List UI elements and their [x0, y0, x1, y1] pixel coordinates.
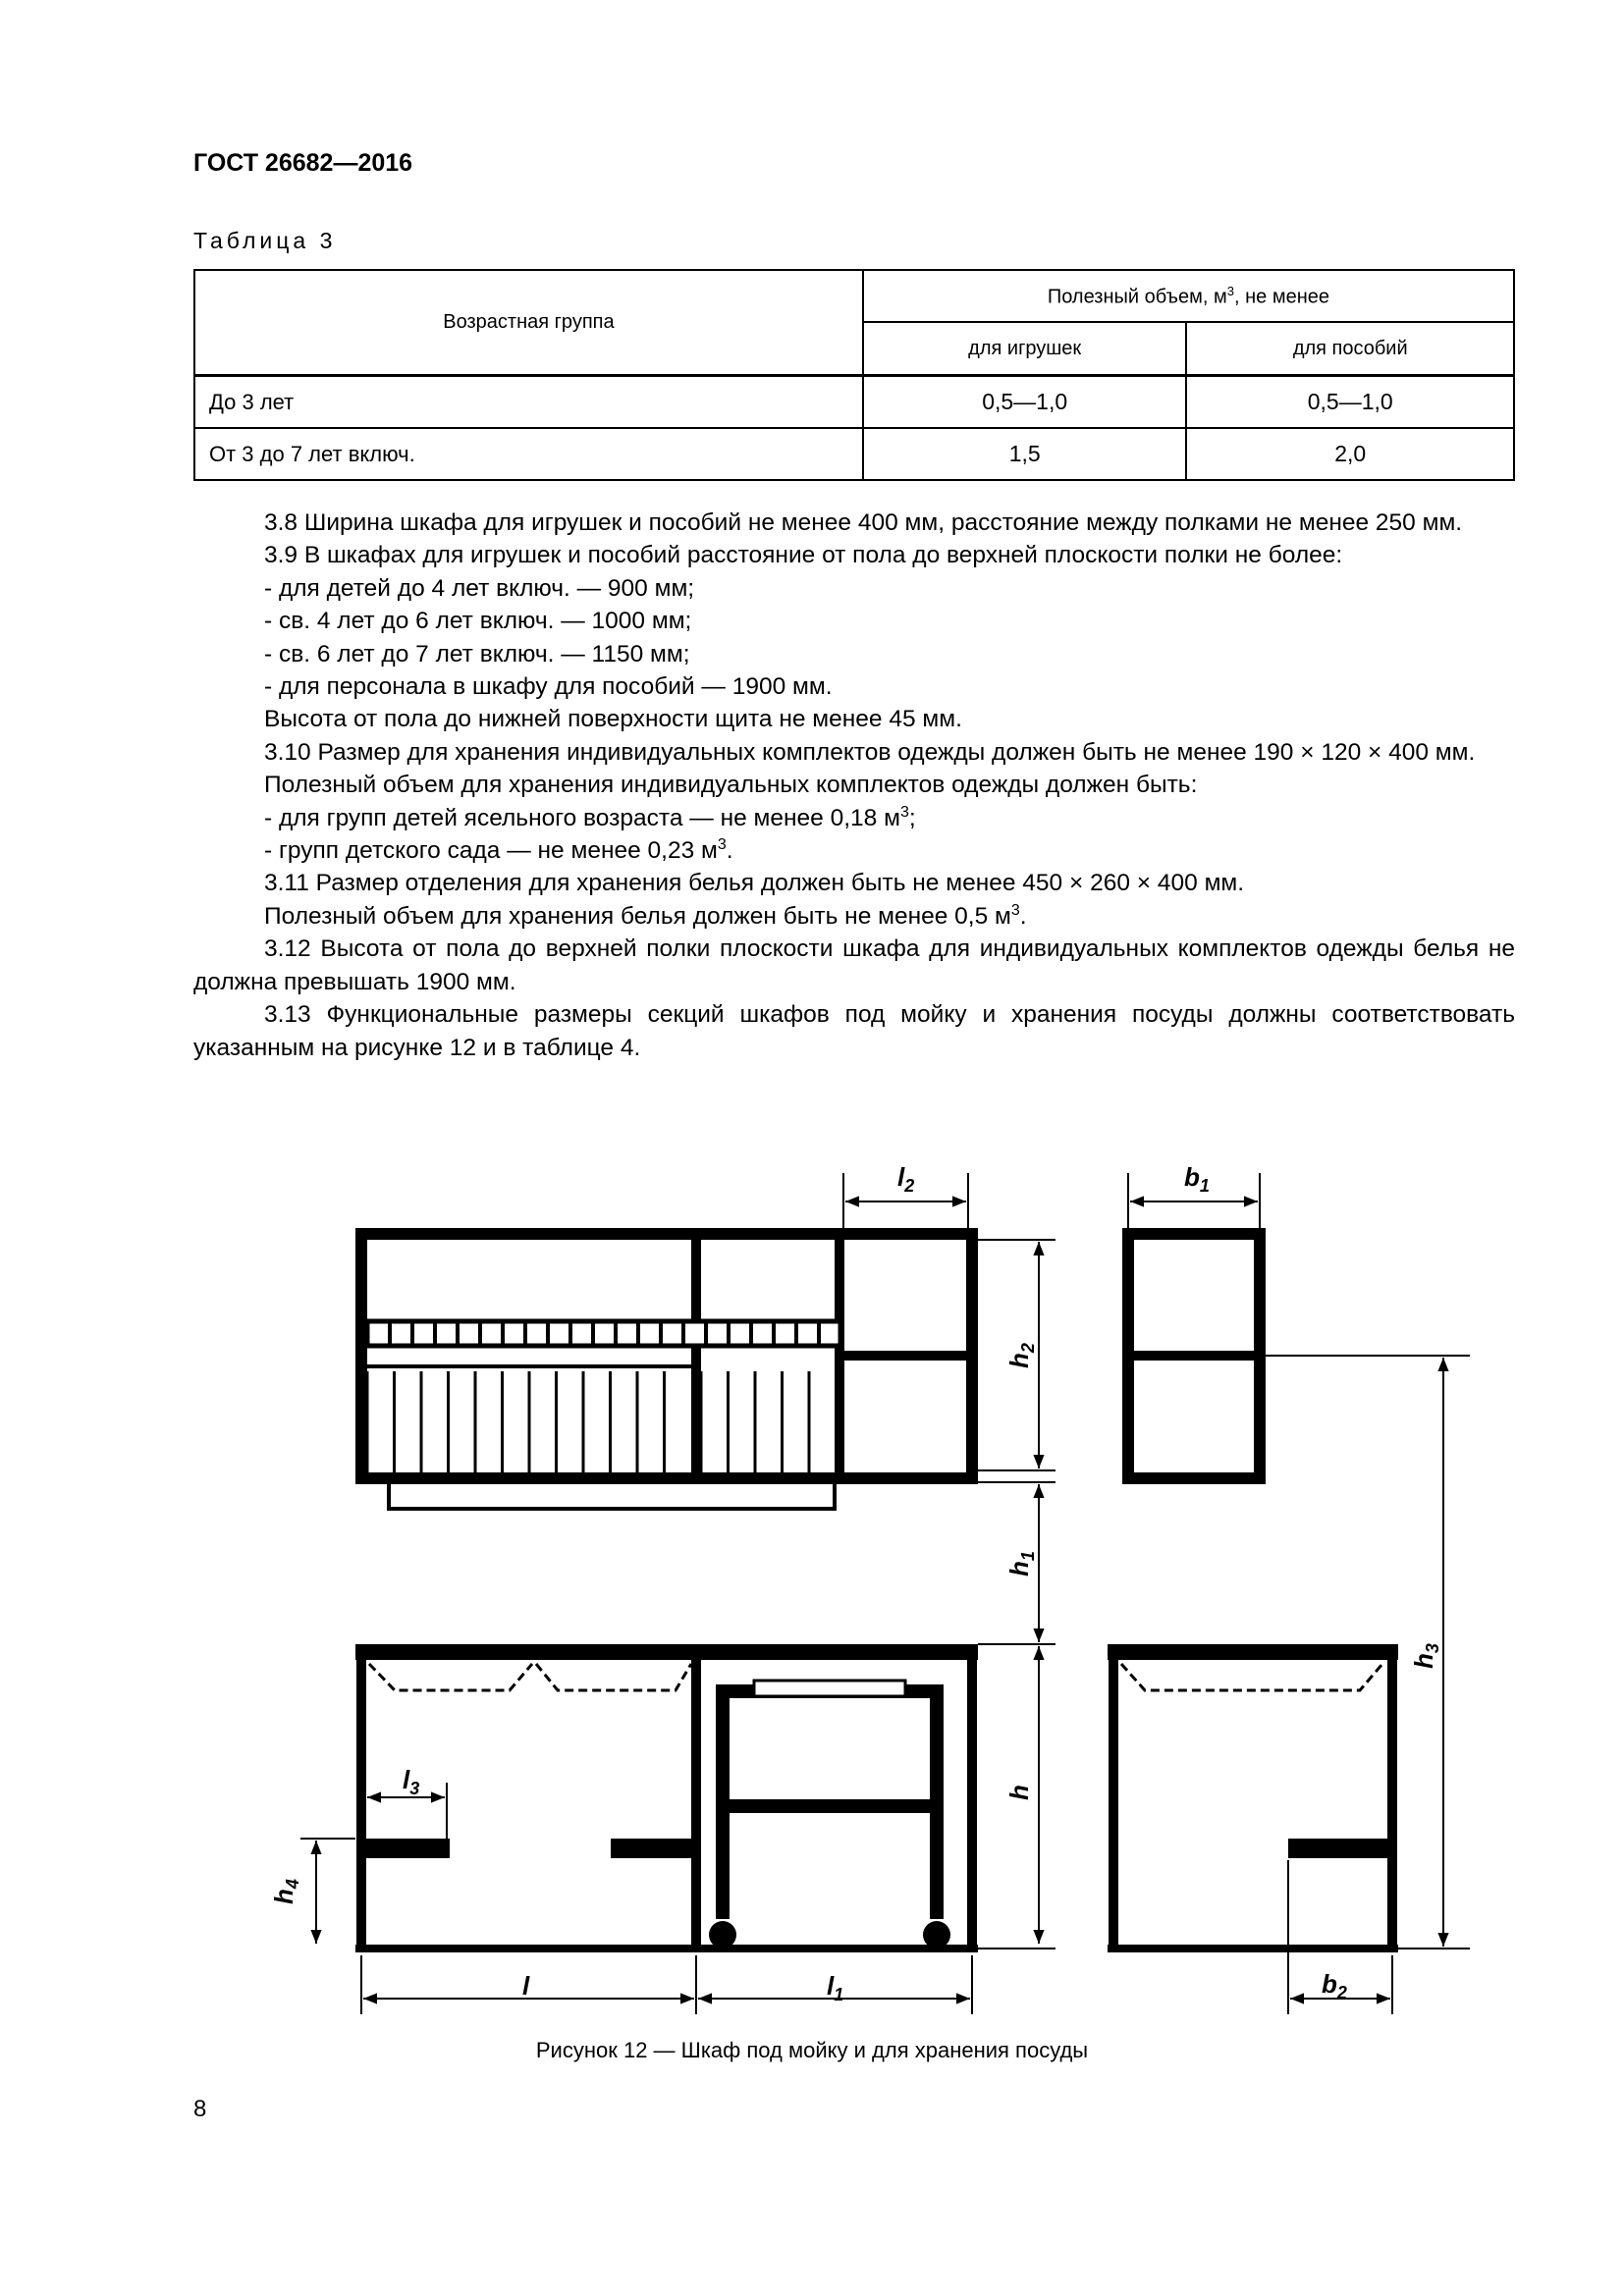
document-header: ГОСТ 26682—2016 — [193, 149, 413, 177]
table-row — [194, 376, 1514, 429]
base-cabinet-front — [355, 1645, 978, 1950]
dimension-labels — [269, 1162, 1442, 2004]
paragraph-3-8: 3.8 Ширина шкафа для игрушек и пособий не менее 400 мм, расстояние между полками не менее 250 мм. — [264, 509, 1463, 536]
cell-aids: 0,5—1,0 — [1186, 376, 1514, 429]
header-age-group: Возрастная группа — [194, 270, 863, 376]
table-row — [194, 428, 1514, 480]
list-item: - для персонала в шкафу для пособий — 1900 мм. — [264, 673, 833, 701]
body-text — [193, 507, 1515, 1064]
dimension-lines — [300, 1173, 1470, 2014]
header-aids: для пособий — [1186, 322, 1514, 376]
paragraph-3-11: 3.11 Размер отделения для хранения белья должен быть не менее 450 × 260 × 400 мм. — [264, 870, 1245, 897]
label-l: l — [522, 1971, 530, 2001]
header-useful-volume: Полезный объем, $м^3$, не менее — [863, 270, 1514, 322]
label-h3: $h_3$ — [1409, 1643, 1442, 1669]
cell-age: До 3 лет — [194, 376, 863, 429]
figure-caption: Рисунок 12 — Шкаф под мойку и для хранения посуды — [535, 2038, 1089, 2062]
paragraph-3-11-volume: Полезный объем для хранения белья должен быть не менее 0,5 $м^3$. — [264, 901, 1027, 930]
label-h4: $h_4$ — [269, 1879, 302, 1904]
header-toys: для игрушек — [863, 322, 1187, 376]
label-l3: $l_3$ — [403, 1765, 420, 1798]
label-h2: $h_2$ — [1004, 1343, 1038, 1368]
table-caption: Таблица 3 — [193, 228, 337, 253]
paragraph-3-9-panel-height: Высота от пола до нижней поверхности щита не менее 45 мм. — [264, 706, 962, 733]
dish-rack-slats — [367, 1321, 819, 1478]
wall-cabinet-side — [1128, 1234, 1260, 1478]
base-cabinet-side — [1108, 1645, 1398, 1950]
cell-aids: 2,0 — [1186, 428, 1514, 480]
paragraph-3-12: 3.12 Высота от пола до верхней полки плоскости шкафа для индивидуальных комплектов одежды белья не должна превышать 1900 мм. — [193, 935, 1515, 995]
list-item: - св. 4 лет до 6 лет включ. — 1000 мм; — [264, 608, 692, 635]
label-h1: $h_1$ — [1004, 1551, 1038, 1576]
cell-age: От 3 до 7 лет включ. — [194, 428, 863, 480]
paragraph-3-10: 3.10 Размер для хранения индивидуальных комплектов одежды должен быть не менее 190 × 120 × 400 мм. — [264, 738, 1476, 766]
cell-toys: 0,5—1,0 — [863, 376, 1187, 429]
paragraph-3-10-volume: Полезный объем для хранения индивидуальных комплектов одежды должен быть: — [264, 772, 1198, 799]
cell-toys: 1,5 — [863, 428, 1187, 480]
page-number: 8 — [193, 2096, 207, 2122]
label-l1: $l_1$ — [827, 1971, 844, 2004]
wall-cabinet-front — [361, 1234, 972, 1509]
list-item: - групп детского сада — не менее 0,23 $м^3$. — [264, 835, 733, 865]
table-3 — [193, 269, 1515, 481]
paragraph-3-13: 3.13 Функциональные размеры секций шкафов под мойку и хранения посуды должны соответствовать указанным на рисунке 12 и в таблице 4. — [193, 1001, 1515, 1061]
list-item: - для групп детей ясельного возраста — не менее 0,18 $м^3$; — [264, 803, 916, 831]
list-item: - св. 6 лет до 7 лет включ. — 1150 мм; — [264, 640, 690, 667]
label-b2: $b_2$ — [1322, 1969, 1347, 2002]
label-l2: $l_2$ — [897, 1162, 915, 1196]
paragraph-3-9: 3.9 В шкафах для игрушек и пособий расстояние от пола до верхней плоскости полки не более: — [264, 542, 1343, 569]
list-item: - для детей до 4 лет включ. — 900 мм; — [264, 574, 695, 602]
label-h: h — [1004, 1785, 1034, 1800]
label-b1: $b_1$ — [1184, 1162, 1210, 1196]
